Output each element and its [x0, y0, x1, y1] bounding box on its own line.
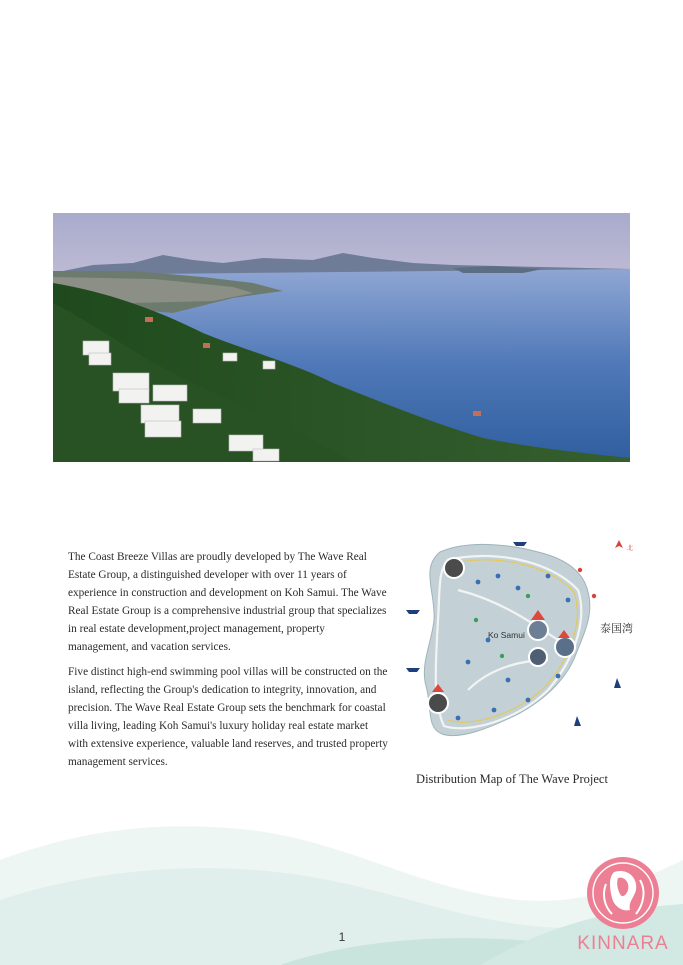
brand-name: KINNARA: [577, 933, 669, 954]
paragraph-villas: Five distinct high-end swimming pool villas will be constructed on the island, reflecting the Group's dedication to integrity, innovation, and precision. The Wave Real Estate Group sets the benchmark for coastal villa living, leading Koh Samui's luxury holiday real estate market with extensive experience, valuable land reserves, and trusted property management services.: [68, 665, 388, 769]
north-label: 北: [627, 545, 634, 552]
island-map: [398, 530, 640, 745]
page-number: 1: [338, 930, 346, 944]
paragraph-developer: The Coast Breeze Villas are proudly developed by The Wave Real Estate Group, a distinguished developer with over 11 years of experience in construction and development on Koh Samui. The Wave Real Estate Group is a comprehensive industrial group that specializes in real estate development,project management, property management, and vacation services.: [68, 551, 387, 654]
north-arrow-icon: [615, 540, 623, 548]
coastline-illustration: [53, 213, 630, 462]
distribution-map: [398, 530, 640, 745]
hero-photo: [53, 213, 630, 462]
gulf-label: 泰国湾: [600, 622, 633, 635]
kinnara-logo-icon: [584, 854, 662, 932]
map-caption: Distribution Map of The Wave Project: [416, 772, 608, 786]
island-label: Ko Samui: [488, 630, 525, 640]
intro-text: [68, 548, 388, 777]
